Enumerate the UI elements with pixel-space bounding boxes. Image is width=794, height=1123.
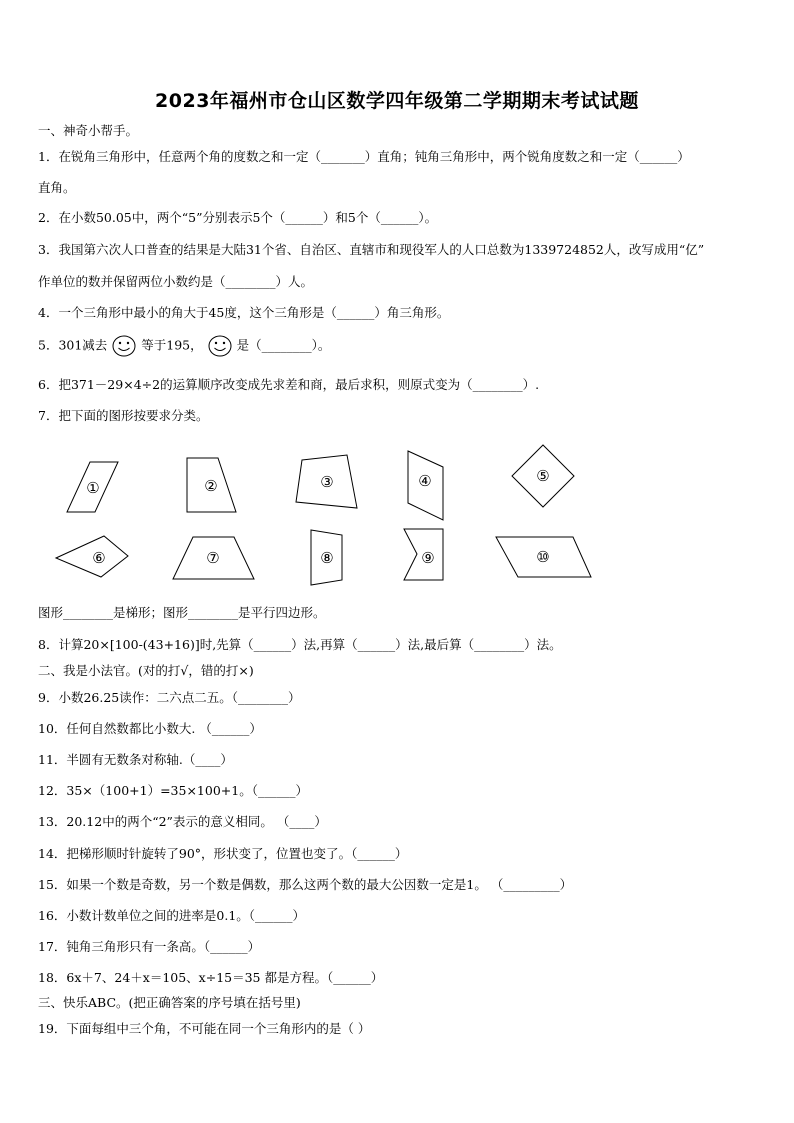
question-1-line-2: 直角。: [38, 180, 76, 195]
shape-label-3: ③: [320, 473, 334, 491]
question-5-part-a: 5．301减去: [38, 337, 108, 353]
question-17: 17．钝角三角形只有一条高。（______）: [38, 939, 261, 954]
question-3-line-2: 作单位的数并保留两位小数约是（________）人。: [38, 274, 314, 289]
shape-7-trapezoid: [173, 537, 254, 579]
section-2-heading: 二、我是小法官。(对的打√，错的打×): [38, 663, 254, 678]
question-8: 8．计算20×[100-(43+16)]时,先算（______）法,再算（______）法,最后算（________）法。: [38, 637, 562, 652]
question-9: 9．小数26.25读作：二六点二五。（________）: [38, 690, 301, 705]
question-7: 7．把下面的图形按要求分类。: [38, 408, 209, 423]
shape-8-trapezoid: [311, 530, 342, 585]
shape-2-trapezoid: [187, 458, 236, 512]
shape-label-4: ④: [418, 472, 432, 490]
shape-label-9: ⑨: [421, 549, 435, 567]
shape-1-parallelogram: [67, 462, 118, 512]
shape-label-10: ⑩: [536, 548, 550, 566]
question-11: 11．半圆有无数条对称轴.（____）: [38, 752, 233, 767]
question-6: 6．把371－29×4÷2的运算顺序改变成先求差和商，最后求积，则原式变为（________）.: [38, 377, 540, 392]
question-5-part-c: 是（________）。: [236, 337, 331, 353]
shape-10-parallelogram: [496, 537, 591, 577]
question-15: 15．如果一个数是奇数，另一个数是偶数，那么这两个数的最大公因数一定是1。 （_________）: [38, 877, 573, 892]
shape-label-6: ⑥: [92, 549, 106, 567]
shape-3-quadrilateral: [296, 455, 357, 508]
smiley-face-icon: [111, 334, 137, 358]
smiley-face-icon: [207, 334, 233, 358]
question-14: 14．把梯形顺时针旋转了90°，形状变了，位置也变了。（______）: [38, 846, 408, 861]
question-16: 16．小数计数单位之间的进率是0.1。（______）: [38, 908, 306, 923]
question-3-line-1: 3．我国第六次人口普查的结果是大陆31个省、自治区、直辖市和现役军人的人口总数为1339724852人，改写成用“亿”: [38, 242, 705, 257]
question-7-answer: 图形________是梯形；图形________是平行四边形。: [38, 605, 326, 620]
shape-4-parallelogram: [408, 451, 443, 520]
shape-label-2: ②: [204, 477, 218, 495]
question-12: 12．35×（100+1）=35×100+1。（______）: [38, 783, 308, 798]
question-1-line-1: 1．在锐角三角形中，任意两个角的度数之和一定（_______）直角；钝角三角形中，两个锐角度数之和一定（______）: [38, 149, 690, 164]
question-2: 2．在小数50.05中，两个“5”分别表示5个（______）和5个（______）。: [38, 210, 438, 225]
shape-6-kite: [56, 536, 128, 577]
shape-5-square: [512, 445, 574, 507]
shape-label-1: ①: [86, 479, 100, 497]
shape-label-5: ⑤: [536, 467, 550, 485]
section-1-heading: 一、神奇小帮手。: [38, 123, 139, 138]
question-4: 4．一个三角形中最小的角大于45度，这个三角形是（______）角三角形。: [38, 305, 450, 320]
shape-label-7: ⑦: [206, 549, 220, 567]
question-5-part-b: 等于195，: [141, 337, 203, 353]
shape-label-8: ⑧: [320, 549, 334, 567]
question-19: 19．下面每组中三个角，不可能在同一个三角形内的是（ ）: [38, 1021, 371, 1036]
question-5: [38, 334, 330, 358]
question-18: 18．6x＋7、24＋x＝105、x÷15＝35 都是方程。（______）: [38, 970, 384, 985]
shape-9-chevron: [404, 529, 443, 580]
question-13: 13．20.12中的两个“2”表示的意义相同。 （____）: [38, 814, 327, 829]
page-title: 2023年福州市仓山区数学四年级第二学期期末考试试题: [155, 90, 639, 112]
section-3-heading: 三、快乐ABC。(把正确答案的序号填在括号里): [38, 995, 301, 1010]
question-10: 10．任何自然数都比小数大. （______）: [38, 721, 262, 736]
